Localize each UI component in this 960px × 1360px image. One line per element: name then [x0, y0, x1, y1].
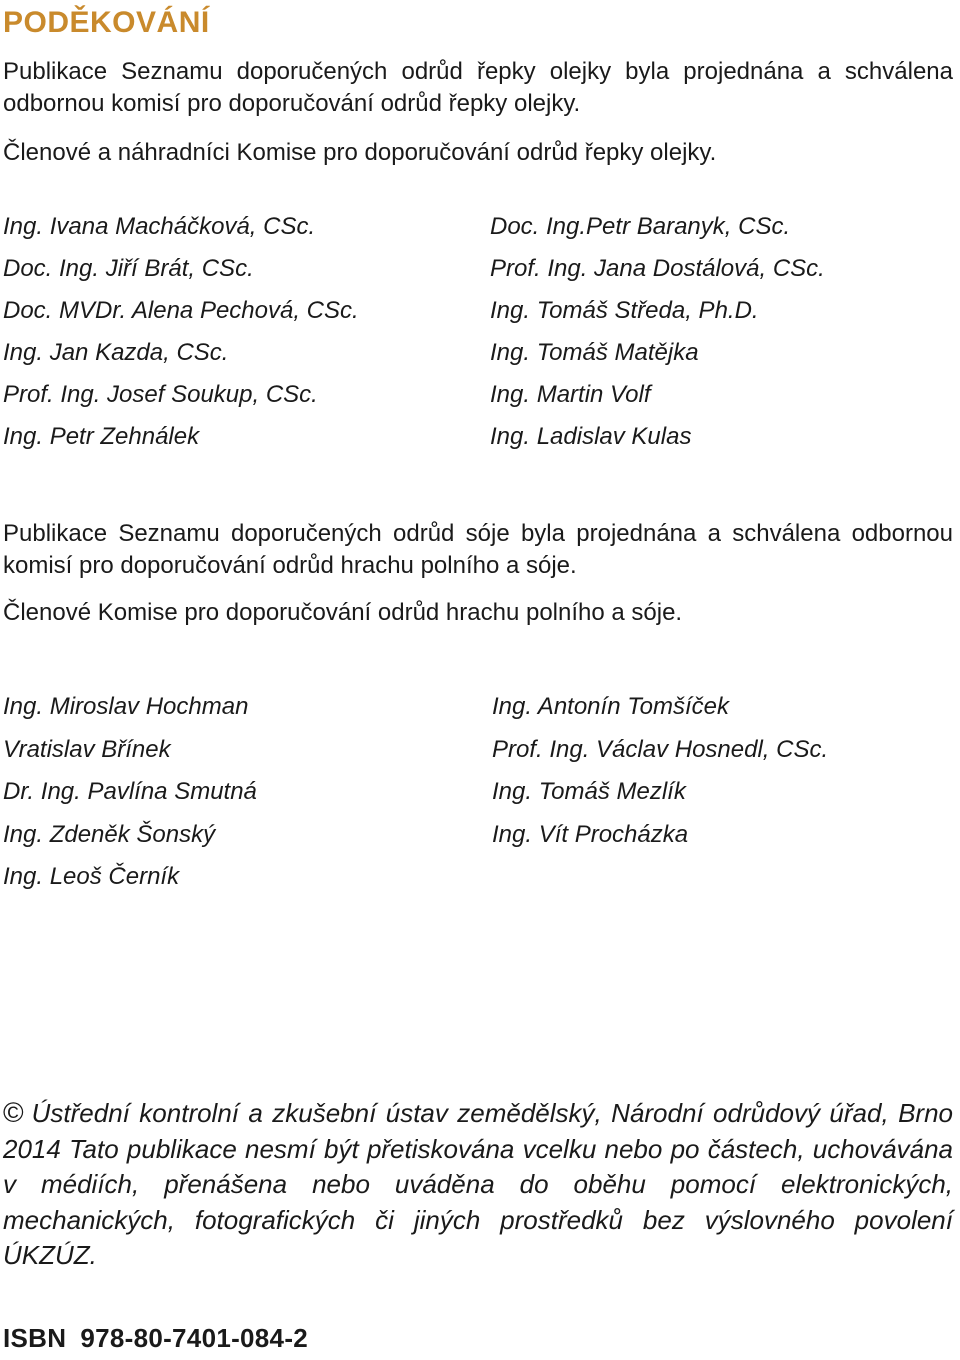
section1-members-left — [3, 206, 359, 458]
member-name: Dr. Ing. Pavlína Smutná — [3, 778, 257, 805]
member-name: Doc. MVDr. Alena Pechová, CSc. — [3, 297, 359, 324]
member-name: Ing. Zdeněk Šonský — [3, 820, 216, 848]
member-name: Ing. Tomáš Matějka — [490, 339, 699, 366]
member-name: Ing. Ladislav Kulas — [490, 423, 692, 450]
member-name: Doc. Ing.Petr Baranyk, CSc. — [490, 213, 791, 240]
member-name: Ing. Miroslav Hochman — [3, 693, 249, 720]
copyright-icon: © — [3, 1097, 24, 1128]
section1-members-right — [490, 206, 825, 458]
member-name: Vratislav Břínek — [3, 735, 171, 763]
isbn-line — [3, 1323, 308, 1354]
member-name: Prof. Ing. Jana Dostálová, CSc. — [490, 255, 825, 282]
member-name: Ing. Vít Procházka — [492, 820, 689, 848]
member-name: Ing. Tomáš Středa, Ph.D. — [490, 297, 759, 324]
section2-members-right — [492, 686, 828, 856]
member-name: Doc. Ing. Jiří Brát, CSc. — [3, 255, 254, 282]
isbn-value: 978-80-7401-084-2 — [80, 1323, 309, 1353]
member-name: Ing. Leoš Černík — [3, 863, 180, 890]
member-name: Ing. Ivana Macháčková, CSc. — [3, 213, 316, 240]
copyright-text: Ústřední kontrolní a zkušební ústav zemědělský, Národní odrůdový úřad, Brno 2014 Tato publikace nesmí být přetiskována vcelku nebo po částech, uchovávána v médiích, přenášena nebo uváděna do oběhu pomocí elektronických, mechanických, fotografických či jiných prostředků bez výslovného povolení ÚKZÚZ. — [3, 1098, 953, 1270]
section1-members-title: Členové a náhradníci Komise pro doporučování odrůd řepky olejky. — [3, 139, 717, 166]
member-name: Ing. Tomáš Mezlík — [492, 778, 686, 805]
section2-members-left — [3, 686, 257, 899]
section1-intro: Publikace Seznamu doporučených odrůd řepky olejky byla projednána a schválena odbornou komisí pro doporučování odrůd řepky olejky. — [3, 58, 953, 117]
page-heading: PODĚKOVÁNÍ — [3, 6, 210, 39]
member-name: Ing. Petr Zehnálek — [3, 423, 200, 450]
member-name: Ing. Jan Kazda, CSc. — [3, 339, 229, 366]
copyright-notice — [3, 1095, 953, 1274]
isbn-label: ISBN — [3, 1323, 67, 1353]
member-name: Ing. Antonín Tomšíček — [492, 693, 730, 720]
member-name: Prof. Ing. Josef Soukup, CSc. — [3, 381, 318, 408]
member-name: Prof. Ing. Václav Hosnedl, CSc. — [492, 735, 829, 763]
section2-members-title: Členové Komise pro doporučování odrůd hrachu polního a sóje. — [3, 599, 683, 626]
section2-intro: Publikace Seznamu doporučených odrůd sóje byla projednána a schválena odbornou komisí pro doporučování odrůd hrachu polního a sóje. — [3, 520, 953, 579]
member-name: Ing. Martin Volf — [490, 381, 651, 408]
